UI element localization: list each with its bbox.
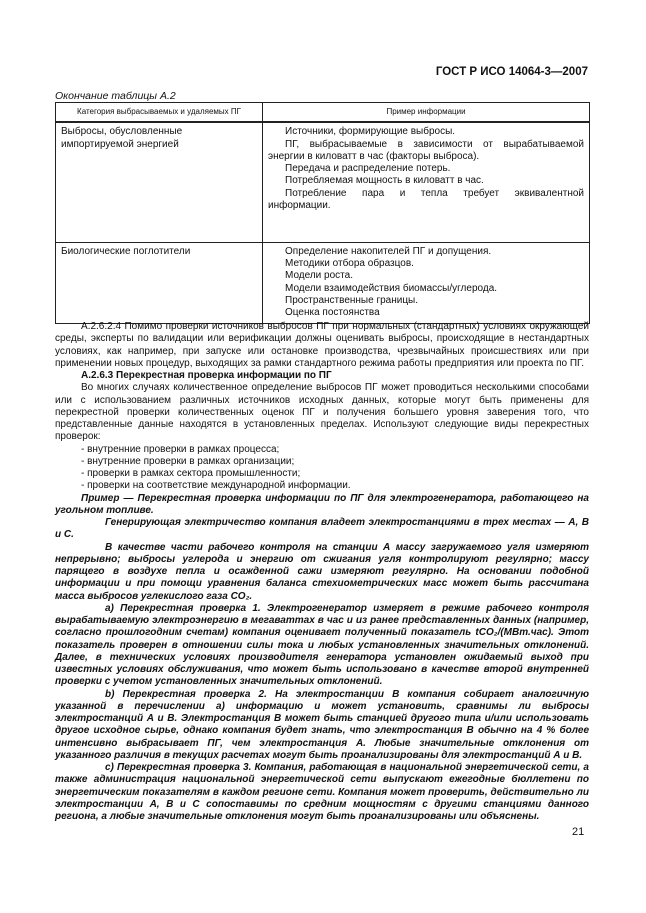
- table-row: [56, 122, 590, 242]
- example-item: Пространственные границы.: [285, 294, 419, 306]
- example-item: Модели роста.: [285, 270, 353, 282]
- table-row: [56, 242, 590, 323]
- standard-header: ГОСТ Р ИСО 14064-3—2007: [435, 66, 588, 78]
- table-header-row: [56, 103, 590, 123]
- example-item: Определение накопителей ПГ и допущения.: [285, 245, 492, 257]
- list-item: - внутренние проверки в рамках организации;: [81, 455, 295, 467]
- paragraph: Во многих случаях количественное определение выбросов ПГ может проводиться несколькими способами или с использованием различных источников исходных данных, которые могут быть применены для перекрестной проверки количественных оценок ПГ и получения большего уровня заверения того, что представленные данные находятся в установленных пределах. Используют следующие виды перекрестных проверок:: [55, 382, 589, 443]
- table-caption: Окончание таблицы А.2: [55, 90, 176, 102]
- table-a2: [55, 102, 590, 324]
- example-item: Потребляемая мощность в киловатт в час.: [285, 175, 484, 187]
- example-paragraph: В качестве части рабочего контроля на станции А массу загружаемого угля измеряют непрерывно; выбросы углерода и энергию от сжигания угля контролируют регулярно; массу парящего в воздухе пепла и осажденной сажи измеряют регулярно. На основании подобной информации и при помощи уравнения баланса стехиометрических масс может быть рассчитана масса выбросов углекислого газа CO₂.: [55, 541, 589, 602]
- example-item: Передача и распределение потерь.: [285, 163, 451, 175]
- example-item: ПГ, выбрасываемые в зависимости от вырабатываемой энергии в киловатт в час (факторы выброса).: [268, 138, 584, 162]
- paragraph: А.2.6.2.4 Помимо проверки источников выбросов ПГ при нормальных (стандартных) условиях окружающей среды, эксперты по валидации или верификации должны оценивать выбросы, происходящие в нестандартных условиях, как например, при запуске или остановке производства, чрезвычайных происшествиях или при применении новых процедур, выходящих за рамки стандартного режима работы предприятия или проекта по ПГ.: [55, 321, 589, 369]
- column-header-example: Пример информации: [263, 103, 590, 123]
- category-cell: Выбросы, обусловленные импортируемой энергией: [56, 122, 263, 242]
- list-item: - проверки на соответствие международной информации.: [81, 480, 351, 492]
- example-title: Пример — Перекрестная проверка информации по ПГ для электрогенератора, работающего на угольном топливе.: [55, 492, 589, 516]
- list-item: - внутренние проверки в рамках процесса;: [81, 443, 280, 455]
- body-text: [55, 321, 589, 823]
- example-item: Оценка постоянства: [285, 307, 380, 319]
- list-item: - проверки в рамках сектора промышленности;: [81, 468, 301, 479]
- example-paragraph: с) Перекрестная проверка 3. Компания, работающая в национальной энергетической сети, а также администрация национальной энергетической сети выпускают ежегодные бюллетени по энергетическим показателям в каждом регионе сети. Компания может проверить, действительно ли электростанции А, В и С сопоставимы по средним мощностям с другими станциями данного региона, а любые значительные отклонения могут быть проанализированы или объяснены.: [55, 762, 589, 822]
- section-heading: А.2.6.3 Перекрестная проверка информации по ПГ: [81, 370, 332, 381]
- example-cell: [263, 122, 590, 242]
- example-item: Потребление пара и тепла требует эквивалентной информации.: [268, 187, 584, 212]
- example-item: Источники, формирующие выбросы.: [285, 126, 456, 138]
- example-cell: [263, 242, 590, 323]
- category-cell: Биологические поглотители: [56, 242, 263, 323]
- example-item: Модели взаимодействия биомассы/углерода.: [285, 282, 498, 294]
- column-header-category: Категория выбрасываемых и удаляемых ПГ: [56, 103, 263, 123]
- example-item: Методики отбора образцов.: [285, 258, 414, 270]
- example-paragraph: b) Перекрестная проверка 2. На электростанции В компания собирает аналогичную указанной в перечислении а) информацию и может установить, сравнимы ли выбросы электростанций А и В. Электростанция В может быть станцией другого типа и/или использовать другое исходное сырье, однако компания будет знать, что электростанция В обычно на 4 % более интенсивно выбрасывает ПГ, чем электростанция А. Любые значительные отклонения от указанного различия в текущих расчетах могут быть проанализированы для электростанций А и В.: [55, 688, 589, 761]
- page-number: 21: [572, 826, 585, 838]
- example-paragraph: а) Перекрестная проверка 1. Электрогенератор измеряет в режиме рабочего контроля вырабатываемую электроэнергию в мегаваттах в час и из ранее представленных данных (например, согласно прошлогодним счетам) компания оценивает полученный показатель tCO₂/(МВт.час). Этот показатель проверен в отношении силы тока и любых установленных значительных отклонений. Далее, в технических условиях производителя генератора установлен ожидаемый выход при известных условиях обслуживания, что может быть использовано в качестве второй внутренней проверки с учетом установленных значительных отклонений.: [55, 602, 589, 688]
- example-paragraph: Генерирующая электричество компания владеет электростанциями в трех местах — А, В и С.: [55, 517, 589, 541]
